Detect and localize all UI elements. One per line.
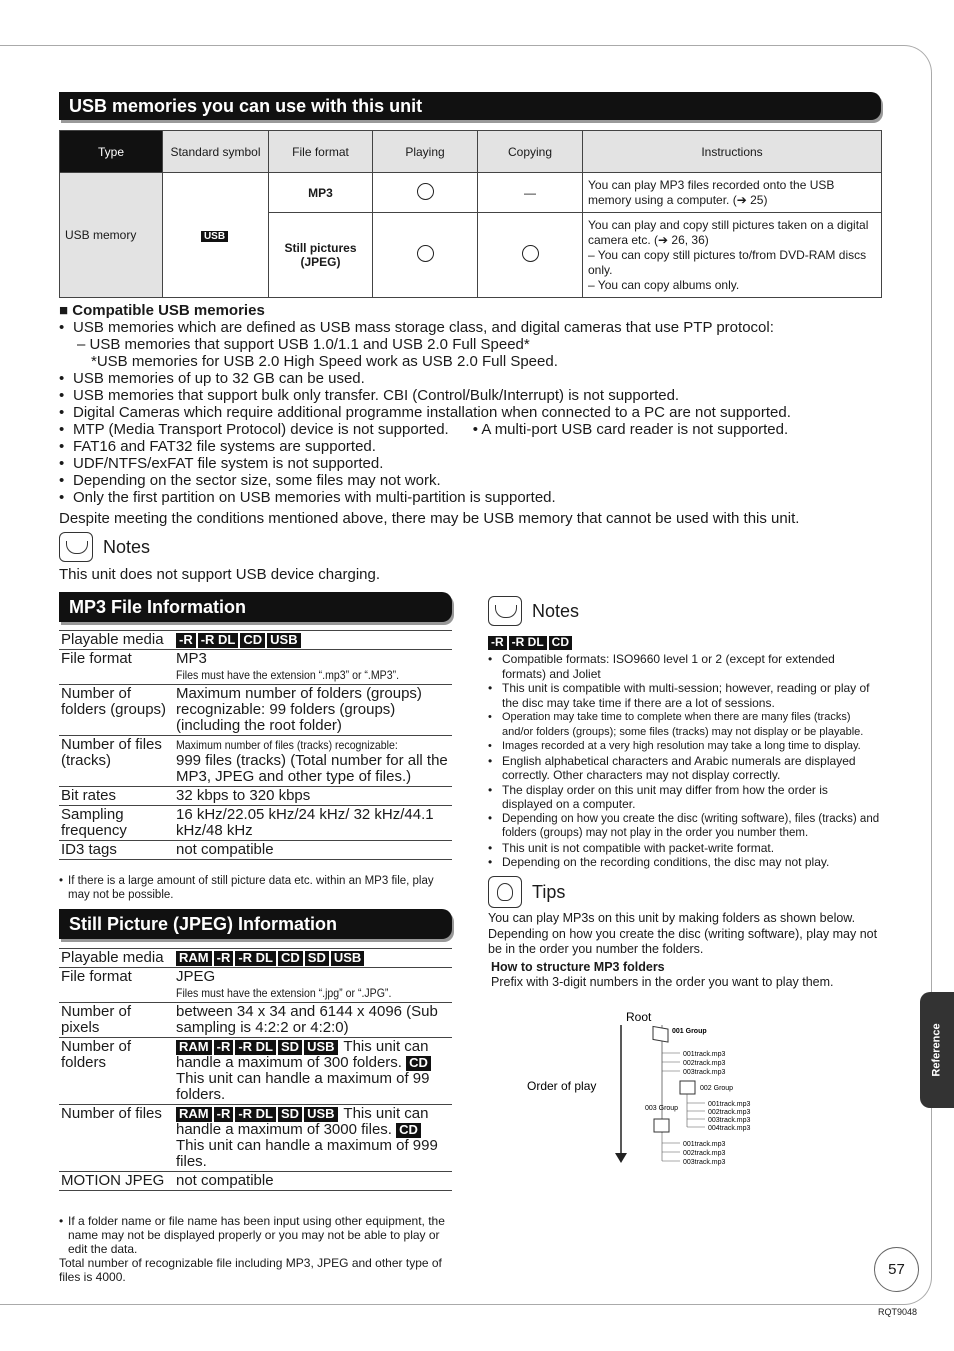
- format-cell: Still pictures (JPEG): [269, 213, 373, 298]
- row-key: Number of folders: [59, 1038, 174, 1105]
- list-item: • Depending on the sector size, some files may not work.: [59, 472, 919, 489]
- bullet: •: [472, 421, 478, 438]
- circle-icon: [417, 183, 434, 200]
- tag-ram: RAM: [176, 1040, 212, 1055]
- tag-rdl: -R DL: [235, 951, 276, 966]
- playing-cell: [373, 173, 478, 213]
- section-title: Still Picture (JPEG) Information: [69, 913, 338, 934]
- list-item: • Depending on the recording conditions, the disc may not play.: [488, 855, 880, 870]
- usb-symbol: USB: [201, 231, 228, 243]
- tag-sd: SD: [305, 951, 329, 966]
- page-number: [874, 1247, 919, 1292]
- value-text: 999 files (tracks) (Total number for all the MP3, JPEG and other type of files.): [176, 752, 448, 785]
- file-label: 002track.mp3: [683, 1150, 726, 1157]
- tag-cd: CD: [278, 951, 303, 966]
- row-key: Bit rates: [59, 787, 174, 806]
- list-item: • If there is a large amount of still picture data etc. within an MP3 file, play may not be possible.: [59, 874, 449, 902]
- list-item: • USB memories of up to 32 GB can be used.: [59, 370, 919, 387]
- tag-sd: SD: [278, 1107, 302, 1122]
- instr-line: – You can copy albums only.: [588, 277, 740, 292]
- list-item: • Depending on how you create the disc (writing software), files (tracks) and folders (groups) may not play in the order you number them.: [488, 812, 880, 841]
- tag-r: -R: [214, 951, 234, 966]
- page-number-text: 57: [888, 1261, 905, 1278]
- notes2-body: [488, 633, 880, 870]
- footnote-text: Total number of recognizable file including MP3, JPEG and other type of files is 4000.: [59, 1256, 442, 1284]
- copying-cell: —: [478, 173, 583, 213]
- file-label: 003track.mp3: [683, 1159, 726, 1166]
- tag-cd: CD: [406, 1056, 431, 1071]
- row-value: [174, 968, 452, 1003]
- row-value: [174, 1038, 452, 1105]
- compat-heading: [59, 302, 919, 319]
- row-key: Playable media: [59, 949, 174, 968]
- tips-title: Tips: [532, 881, 566, 902]
- tag-cd: CD: [240, 633, 265, 648]
- group-label: 001 Group: [672, 1028, 707, 1035]
- symbol-cell: [163, 173, 269, 298]
- list-item: • Only the first partition on USB memories with multi-partition is supported.: [59, 489, 919, 506]
- tag-usb: USB: [331, 951, 364, 966]
- tag-r: -R: [488, 636, 507, 650]
- row-value: 16 kHz/22.05 kHz/24 kHz/ 32 kHz/44.1 kHz/48 kHz: [174, 806, 452, 841]
- list-item: • UDF/NTFS/exFAT file system is not supported.: [59, 455, 919, 472]
- group-label: 002 Group: [700, 1085, 734, 1092]
- list-item: [59, 421, 919, 438]
- tag-usb: USB: [267, 633, 300, 648]
- order-label: Order of play: [527, 1079, 597, 1093]
- tag-cd: CD: [396, 1123, 421, 1138]
- notes2-list: [488, 652, 880, 870]
- compat-list-2: [59, 370, 919, 506]
- row-value: between 34 x 34 and 6144 x 4096 (Sub sampling is 4:2:2 or 4:2:0): [174, 1003, 452, 1038]
- notes1-heading: [59, 532, 150, 562]
- row-key: Number of folders (groups): [59, 685, 174, 736]
- circle-icon: [417, 245, 434, 262]
- list-item: • Images recorded at a very high resolution may take a long time to display.: [488, 739, 880, 754]
- col-playing: Playing: [373, 131, 478, 173]
- folder-icon: [680, 1081, 695, 1094]
- list-item: • Operation may take time to complete when there are many files (tracks) and/or folders (groups); some files (tracks) may not display or be playable.: [488, 710, 880, 739]
- format-cell: MP3: [269, 173, 373, 213]
- file-label: 004track.mp3: [708, 1125, 751, 1132]
- order-arrow-head: [615, 1153, 627, 1163]
- compat-list: [59, 319, 919, 336]
- tag-cd: CD: [549, 636, 572, 650]
- compat-title: Compatible USB memories: [72, 302, 265, 319]
- file-label: 002track.mp3: [708, 1109, 751, 1116]
- section-header-usb: [59, 92, 881, 120]
- instr-cell: You can play MP3 files recorded onto the USB memory using a computer. (➔ 25): [583, 173, 882, 213]
- doc-code: RQT9048: [878, 1307, 918, 1317]
- value-note: Maximum number of files (tracks) recognizable:: [176, 738, 398, 752]
- instr-line: You can play and copy still pictures taken on a digital camera etc. (➔ 26, 36): [588, 217, 869, 247]
- usb-table: [59, 130, 882, 298]
- row-key: Number of pixels: [59, 1003, 174, 1038]
- jpeg-info-table: [59, 948, 452, 1191]
- row-key: Number of files (tracks): [59, 736, 174, 787]
- row-value: [174, 650, 452, 685]
- row-value: Maximum number of folders (groups) recognizable: 99 folders (groups) (including the root folder): [174, 685, 452, 736]
- col-instructions: Instructions: [583, 131, 882, 173]
- row-key: Sampling frequency: [59, 806, 174, 841]
- side-tab-label: Reference: [931, 1023, 944, 1077]
- file-label: 003track.mp3: [683, 1069, 726, 1076]
- playing-cell: [373, 213, 478, 298]
- media-tags: [174, 949, 452, 968]
- despite-text: Despite meeting the conditions mentioned above, there may be USB memory that cannot be used with this unit.: [59, 510, 800, 527]
- folder-icon: [654, 1119, 669, 1132]
- tag-r: -R: [176, 633, 196, 648]
- list-item: • English alphabetical characters and Arabic numerals are displayed correctly. Other characters may not display correctly.: [488, 754, 880, 783]
- list-item: • Compatible formats: ISO9660 level 1 or 2 (except for extended formats) and Joliet: [488, 652, 880, 681]
- tips-body: [488, 911, 878, 991]
- file-label: 003track.mp3: [708, 1117, 751, 1124]
- row-value: [174, 1105, 452, 1172]
- jpeg-footnotes: [59, 1214, 451, 1284]
- list-subitem: – USB memories that support USB 1.0/1.1 and USB 2.0 Full Speed*: [77, 336, 530, 353]
- list-item: • Digital Cameras which require additional programme installation when connected to a PC are not supported.: [59, 404, 919, 421]
- tag-usb: USB: [304, 1107, 337, 1122]
- group-label: 003 Group: [645, 1105, 679, 1112]
- section-header-jpeg: [59, 909, 452, 939]
- folder-icon: [653, 1026, 668, 1042]
- type-cell: USB memory: [60, 173, 163, 298]
- tag-rdl: -R DL: [235, 1040, 276, 1055]
- tag-sd: SD: [278, 1040, 302, 1055]
- value-note: Files must have the extension “.jpg” or “.JPG”.: [176, 986, 392, 1000]
- row-key: Playable media: [59, 631, 174, 650]
- lightbulb-icon: [488, 876, 522, 908]
- list-item: • This unit is not compatible with packet-write format.: [488, 841, 880, 856]
- list-item: • USB memories that support bulk only transfer. CBI (Control/Bulk/Interrupt) is not supported.: [59, 387, 919, 404]
- row-key: ID3 tags: [59, 841, 174, 860]
- row-value: not compatible: [174, 841, 452, 860]
- col-format: File format: [269, 131, 373, 173]
- compat-section: [59, 302, 919, 527]
- notes1-text: This unit does not support USB device charging.: [59, 566, 381, 583]
- row-key: File format: [59, 650, 174, 685]
- value-text: This unit can handle a maximum of 300 folders.: [176, 1038, 429, 1071]
- file-label: 001track.mp3: [708, 1101, 751, 1108]
- instr-line: – You can copy still pictures to/from DVD-RAM discs only.: [588, 247, 867, 277]
- row-value: 32 kbps to 320 kbps: [174, 787, 452, 806]
- row-key: File format: [59, 968, 174, 1003]
- file-label: 001track.mp3: [683, 1051, 726, 1058]
- tag-usb: USB: [304, 1040, 337, 1055]
- copying-cell: [478, 213, 583, 298]
- col-copying: Copying: [478, 131, 583, 173]
- folder-structure-diagram: [520, 1005, 780, 1175]
- tag-r: -R: [214, 1040, 234, 1055]
- notes-icon: [488, 596, 522, 626]
- row-value: not compatible: [174, 1172, 452, 1191]
- mp3-footnote: [59, 874, 449, 902]
- tips-heading: [488, 876, 565, 908]
- section-header-mp3: [59, 592, 452, 622]
- tag-r: -R: [214, 1107, 234, 1122]
- notes-title: Notes: [532, 600, 580, 621]
- list-item: • The display order on this unit may differ from how the order is displayed on a computer.: [488, 783, 880, 812]
- col-symbol: Standard symbol: [163, 131, 269, 173]
- instr-cell: [583, 213, 882, 298]
- col-type: Type: [60, 131, 163, 173]
- row-key: Number of files: [59, 1105, 174, 1172]
- value-text: MP3: [176, 650, 207, 667]
- list-item: • This unit is compatible with multi-session; however, reading or play of the disc may take time if there are a lot of sessions.: [488, 681, 880, 710]
- notes-title: Notes: [103, 536, 151, 557]
- mp3-info-table: [59, 630, 452, 860]
- file-label: 002track.mp3: [683, 1060, 726, 1067]
- tag-rdl: -R DL: [235, 1107, 276, 1122]
- circle-icon: [522, 245, 539, 262]
- side-tab-reference: [920, 992, 954, 1108]
- tips-subheading: How to structure MP3 folders: [491, 959, 665, 974]
- tips-prefix-text: Prefix with 3-digit numbers in the order you want to play them.: [491, 975, 834, 989]
- list-item: • USB memories which are defined as USB mass storage class, and digital cameras that use PTP protocol:: [59, 319, 919, 336]
- notes2-heading: [488, 596, 579, 626]
- file-label: 001track.mp3: [683, 1141, 726, 1148]
- row-value: [174, 736, 452, 787]
- value-text: JPEG: [176, 968, 216, 985]
- item-text: A multi-port USB card reader is not supported.: [481, 421, 789, 438]
- tag-rdl: -R DL: [509, 636, 547, 650]
- root-label: Root: [626, 1010, 652, 1024]
- value-text: This unit can handle a maximum of 999 files.: [176, 1137, 438, 1170]
- row-key: MOTION JPEG: [59, 1172, 174, 1191]
- tag-ram: RAM: [176, 951, 212, 966]
- tag-ram: RAM: [176, 1107, 212, 1122]
- section-title: MP3 File Information: [69, 596, 247, 617]
- tag-rdl: -R DL: [198, 633, 239, 648]
- list-subitem: *USB memories for USB 2.0 High Speed work as USB 2.0 Full Speed.: [91, 353, 558, 370]
- list-item: • If a folder name or file name has been input using other equipment, the name may not be displayed properly or you may not be able to play or edit the data.: [59, 1214, 451, 1256]
- value-text: This unit can handle a maximum of 3000 files.: [176, 1105, 429, 1138]
- value-note: Files must have the extension “.mp3” or “.MP3”.: [176, 668, 400, 682]
- notes-icon: [59, 532, 93, 562]
- tips-text: You can play MP3s on this unit by making folders as shown below. Depending on how you create the disc (writing software), play may not be in the order you number the folders.: [488, 911, 878, 956]
- media-tags: [174, 631, 452, 650]
- value-text: This unit can handle a maximum of 99 folders.: [176, 1070, 430, 1103]
- section-title: USB memories you can use with this unit: [69, 95, 423, 116]
- item-text: MTP (Media Transport Protocol) device is not supported.: [73, 421, 449, 438]
- list-item: • FAT16 and FAT32 file systems are supported.: [59, 438, 919, 455]
- square-icon: ■: [59, 302, 69, 319]
